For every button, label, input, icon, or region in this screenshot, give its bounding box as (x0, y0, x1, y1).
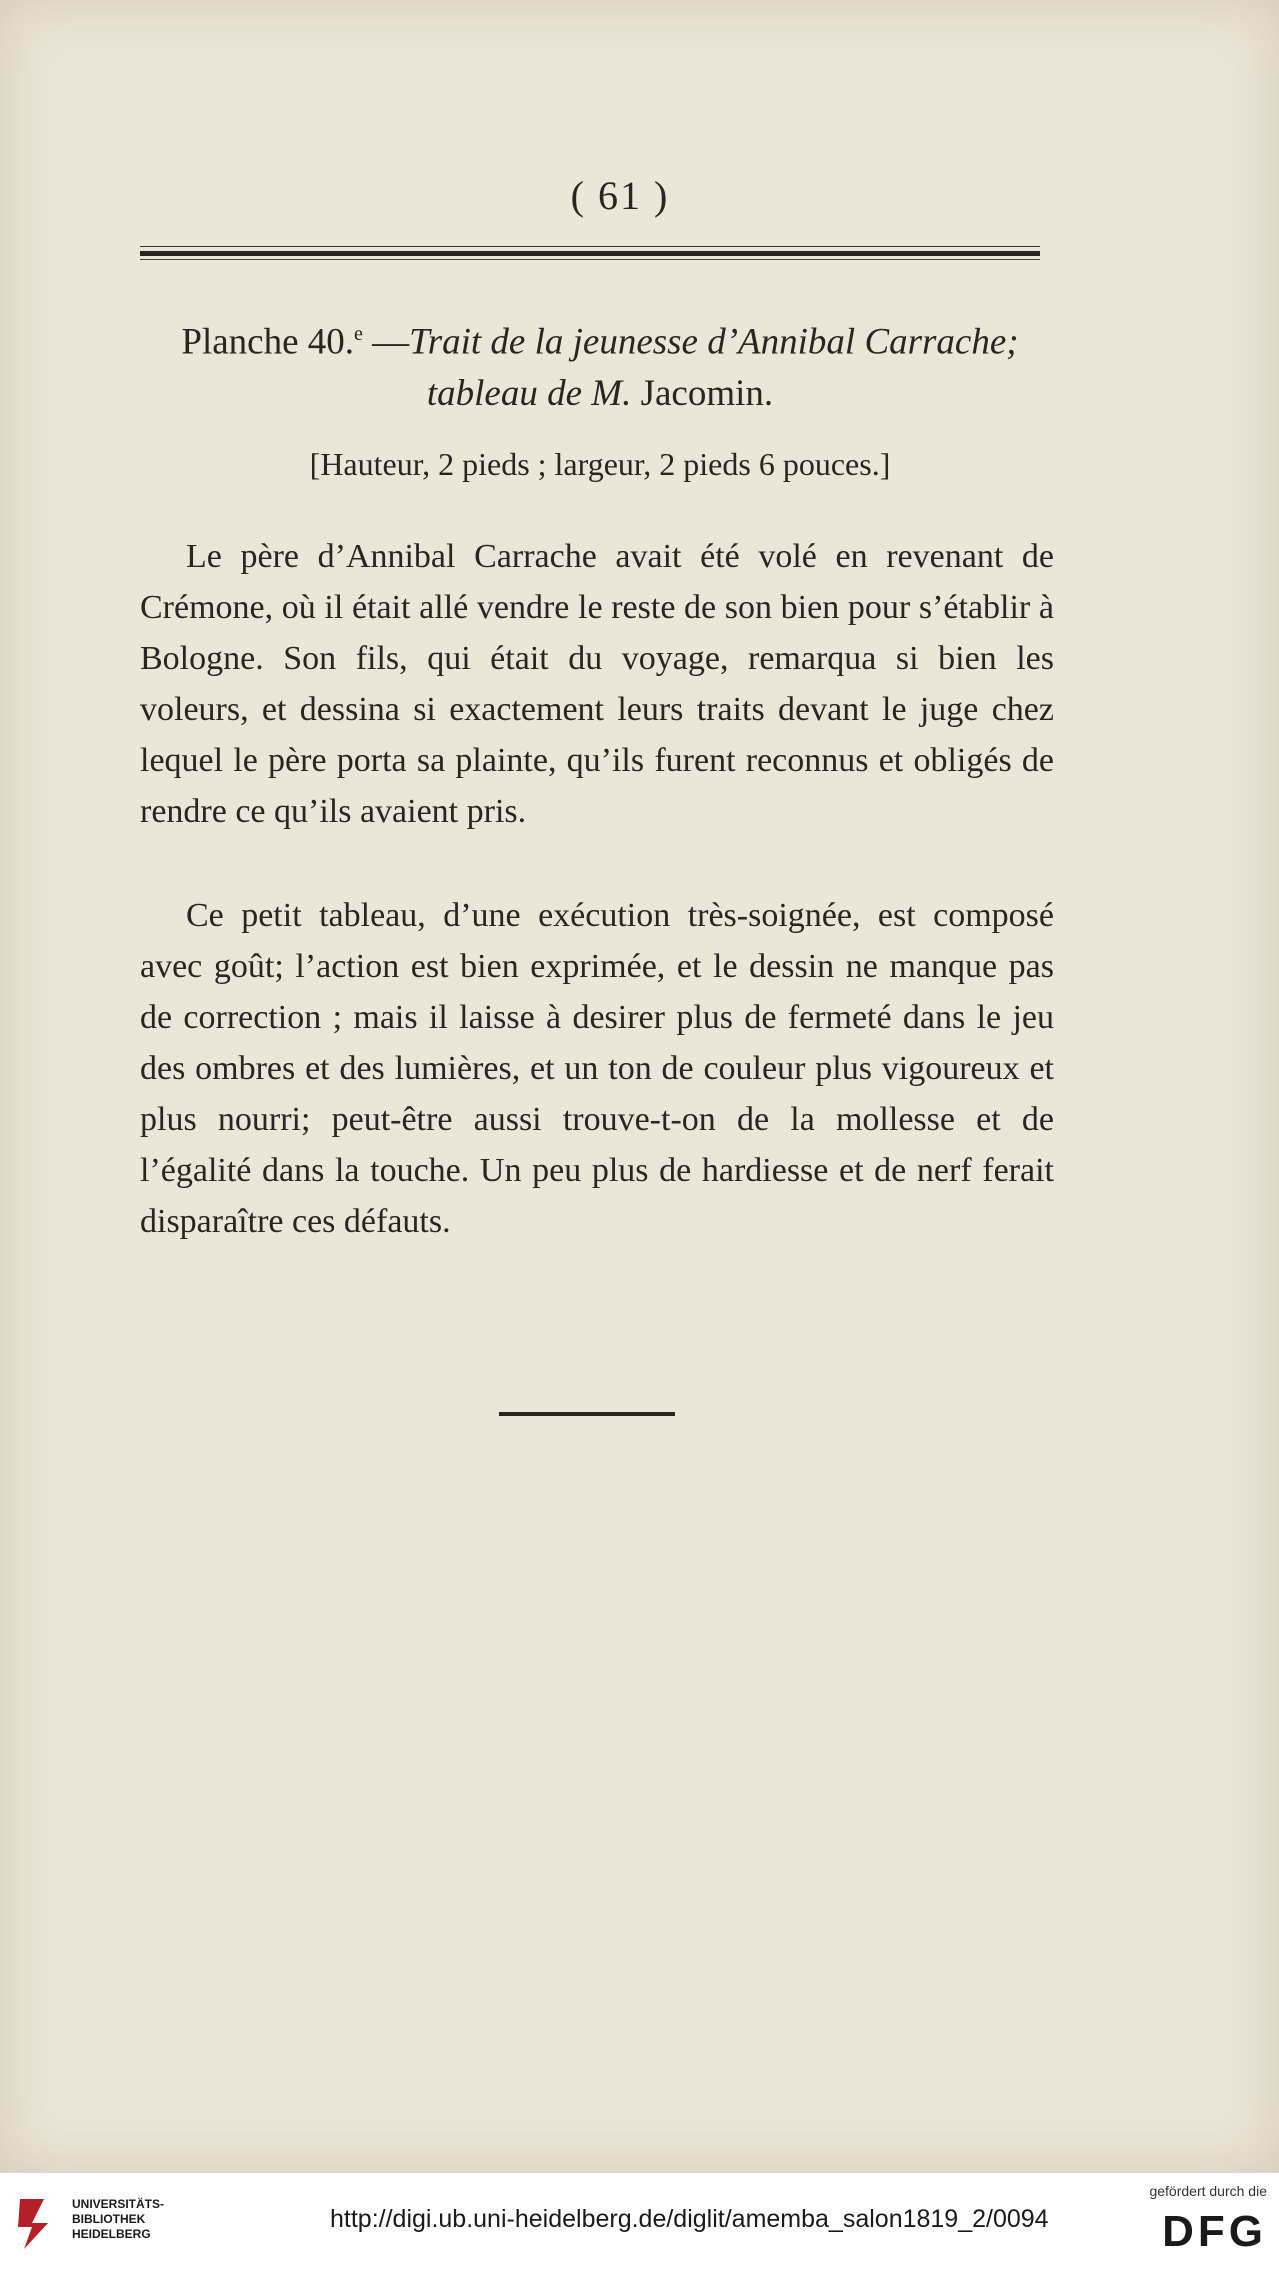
permalink-url[interactable]: http://digi.ub.uni-heidelberg.de/diglit/amemba_salon1819_2/0094 (330, 2205, 1049, 2233)
paragraph-2: Ce petit tableau, d’une exécution très-soignée, est composé avec goût; l’action est bien exprimée, et le dessin ne manque pas de correction ; mais il laisse à desirer plus de fermeté dans le jeu des ombres et des lumières, et un ton de couleur plus vigoureux et plus nourri; peut-être aussi trouve-t-on de la mollesse et de l’égalité dans la touche. Un peu plus de hardiesse et de nerf ferait disparaître ces défauts. (140, 897, 1054, 1240)
library-seal-icon (14, 2193, 62, 2253)
plate-subtitle: tableau de M. (426, 373, 632, 415)
header-rule (140, 246, 1040, 262)
plate-heading (140, 308, 1060, 420)
paragraph-1: Le père d’Annibal Carrache avait été volé en revenant de Crémone, où il était allé vendre le reste de son bien pour s’établir à Bologne. Son fils, qui était du voyage, remarqua si bien les voleurs, et dessina si exactement leurs traits devant le juge chez lequel le père porta sa plainte, qu’ils furent reconnus et obligés de rendre ce qu’ils avaient pris. (140, 538, 1054, 830)
library-name: UNIVERSITÄTS- BIBLIOTHEK HEIDELBERG (72, 2197, 165, 2241)
funding-label: gefördert durch die (1149, 2183, 1267, 2199)
section-rule (499, 1412, 675, 1416)
library-logo[interactable] (14, 2191, 166, 2255)
heading-dash: — (362, 321, 410, 363)
dfg-logo[interactable]: DFG (1162, 2207, 1267, 2256)
plate-title: Trait de la jeunesse d’Annibal Carrache; (409, 321, 1019, 363)
page-number: ( 61 ) (570, 173, 670, 218)
footer-bar (0, 2172, 1279, 2269)
plate-dimensions: [Hauteur, 2 pieds ; largeur, 2 pieds 6 pouces.] (309, 446, 891, 482)
plate-label: Planche 40. (181, 321, 355, 363)
plate-artist: Jacomin. (631, 373, 774, 415)
plate-sup: e (354, 323, 363, 345)
